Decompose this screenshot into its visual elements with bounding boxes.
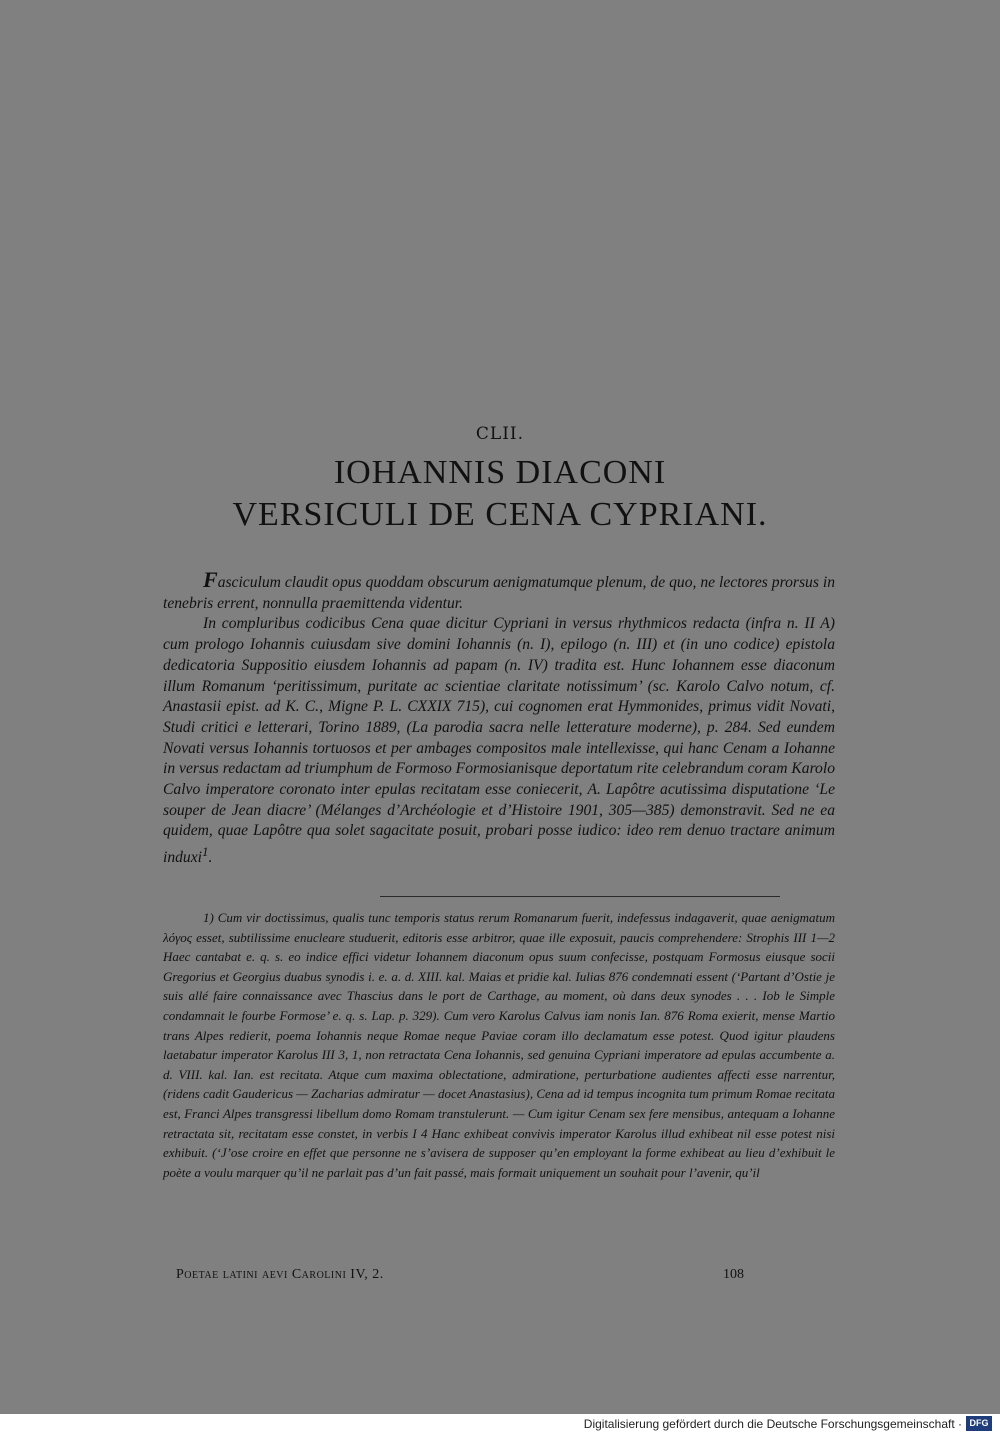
drop-cap: F (203, 567, 218, 592)
main-text (163, 567, 835, 869)
footnote: 1) Cum vir doctissimus, qualis tunc temporis status rerum Romanarum fuerit, indefessus indagaverit, quae aenigmatum λόγος esset, subtilissime enucleare studuerit, editoris esse arbitror, quae ille exposuit, paucis comprehendere: Strophis III 1—2 Haec cantabat e. q. s. eo indice effici videtur Iohannem diaconum opus suum confecisse, postquam Formosus eiusque socii Gregorius et Georgius duabus synodis i. e. a. d. XIII. kal. Maias et pridie kal. Iulias 876 condemnati essent (‘Partant d’Ostie je suis allé faire connaissance avec Thascius dans le port de Carthage, au moment, où dans deux synodes . . . Iob le Simple condamnait le fourbe Formose’ e. q. s. Lap. p. 329). Cum vero Karolus Calvus iam nonis Ian. 876 Roma exierit, mense Martio trans Alpes redierit, poema Iohannis neque Romae neque Paviae coram illo declamatum esse potest. Quod igitur plaudens laetabatur imperator Karolus III 3, 1, non retractata Cena Iohannis, sed genuina Cypriani imperatore ad epulas accumbente a. d. VIII. kal. Ian. est recitata. Atque cum maxima oblectatione, admiratione, perturbatione audientes affecti esse narrentur, (ridens cadit Gaudericus — Zacharias admiratur — docet Anastasius), Cena ad id tempus incognita tum primum Romae recitata est, Franci Alpes transgressi libellum domo Romam transtulerunt. — Cum igitur Cenam sex fere mensibus, antequam a Iohanne retractata sit, recitatam esse constet, in verbis I 4 Hanc exhibeat convivis imperator Karolus illud exhibeat nil esse potest nisi exhibuit. (‘J’ose croire en effet que personne ne s’avisera de supposer qu’en employant la forme exhibeat au lieu d’exhibuit le poète a voulu marquer qu’il ne parlait pas d’un fait passé, mais formait uniquement un souhait pour l’avenir, qu’il (163, 910, 835, 1180)
dfg-logo-icon: DFG (966, 1416, 992, 1431)
paragraph-1 (163, 567, 835, 614)
paragraph-1-text: asciculum claudit opus quoddam obscurum aenigmatumque plenum, de quo, ne lectores prorsus in tenebris errent, nonnulla praemittenda videntur. (163, 574, 835, 612)
signature-line: Poetae latini aevi Carolini IV, 2. (176, 1267, 384, 1282)
funding-credit: Digitalisierung gefördert durch die Deutsche Forschungsgemeinschaft · (583, 1417, 962, 1431)
chapter-number: CLII. (475, 424, 525, 444)
title-line-1: IOHANNIS DIACONI (333, 454, 667, 491)
page-title (0, 452, 1000, 536)
credit-bar (0, 1414, 1000, 1434)
sheet-number: 108 (723, 1267, 744, 1282)
footnote-marker: 1 (201, 844, 209, 860)
footnote-separator (380, 896, 780, 897)
paragraph-2: In compluribus codicibus Cena quae dicitur Cypriani in versus rhythmicos redacta (infra n. II A) cum prologo Iohannis cuiusdam sive domini Iohannis (n. I), epilogo (n. III) et (in uno codice) epistola dedicatoria Suppositio eiusdem Iohannis ad papam (n. IV) tradita est. Hunc Iohannem esse diaconum illum Romanum ‘peritissimum, puritate ac scientiae claritate notissimum’ (sc. Karolo Calvo notum, cf. Anastasii epist. ad K. C., Migne P. L. CXXIX 715), cui cognomen erat Hymmonides, primus vidit Novati, Studi critici e letterari, Torino 1889, (La parodia sacra nelle letterature moderne), p. 284. Sed eundem Novati versus Iohannis tortuosos et per ambages compositos male intellexisse, qui hanc Cenam a Iohanne in versus redactam ad triumphum de Formoso Formosianisque deportatum rite celebrandum coram Karolo Calvo imperatore coronato inter epulas recitatam esse coniecerit, A. Lapôtre acutissima disputatione ‘Le souper de Jean diacre’ (Mélanges d’Archéologie et d’Histoire 1901, 305—385) demonstravit. Sed ne ea quidem, quae Lapôtre qua solet sagacitate posuit, probari posse iudico: ideo rem denuo tractare animum induxi$^1$. (163, 615, 835, 867)
title-line-2: VERSICULI DE CENA CYPRIANI. (232, 496, 768, 533)
paragraph-2-text: In compluribus codicibus Cena quae dicitur Cypriani in versus rhythmicos redacta (infra n. II A) cum prologo Iohannis cuiusdam sive domini Iohannis (n. I), epilogo (n. III) et (in uno codice) epistola dedicatoria Suppositio eiusdem Iohannis ad papam (n. IV) tradita est. Hunc Iohannem esse diaconum illum Romanum ‘peritissimum, puritate ac scientiae claritate notissimum’ (sc. Karolo Calvo notum, cf. Anastasii epist. ad K. C., Migne P. L. CXXIX 715), cui cognomen erat Hymmonides, primus vidit Novati, Studi critici e letterari, Torino 1889, (La parodia sacra nelle letterature moderne), p. 284. Sed eundem Novati versus Iohannis tortuosos et per ambages compositos male intellexisse, qui hanc Cenam a Iohanne in versus redactam ad triumphum de Formoso Formosianisque deportatum rite celebrandum coram Karolo Calvo imperatore coronato inter epulas recitatam esse coniecerit, A. Lapôtre acutissima disputatione ‘Le souper de Jean diacre’ (Mélanges d’Archéologie et d’Histoire 1901, 305—385) demonstravit. Sed ne ea quidem, quae Lapôtre qua solet sagacitate posuit, probari posse iudico: ideo rem denuo tractare animum induxi (163, 615, 835, 867)
